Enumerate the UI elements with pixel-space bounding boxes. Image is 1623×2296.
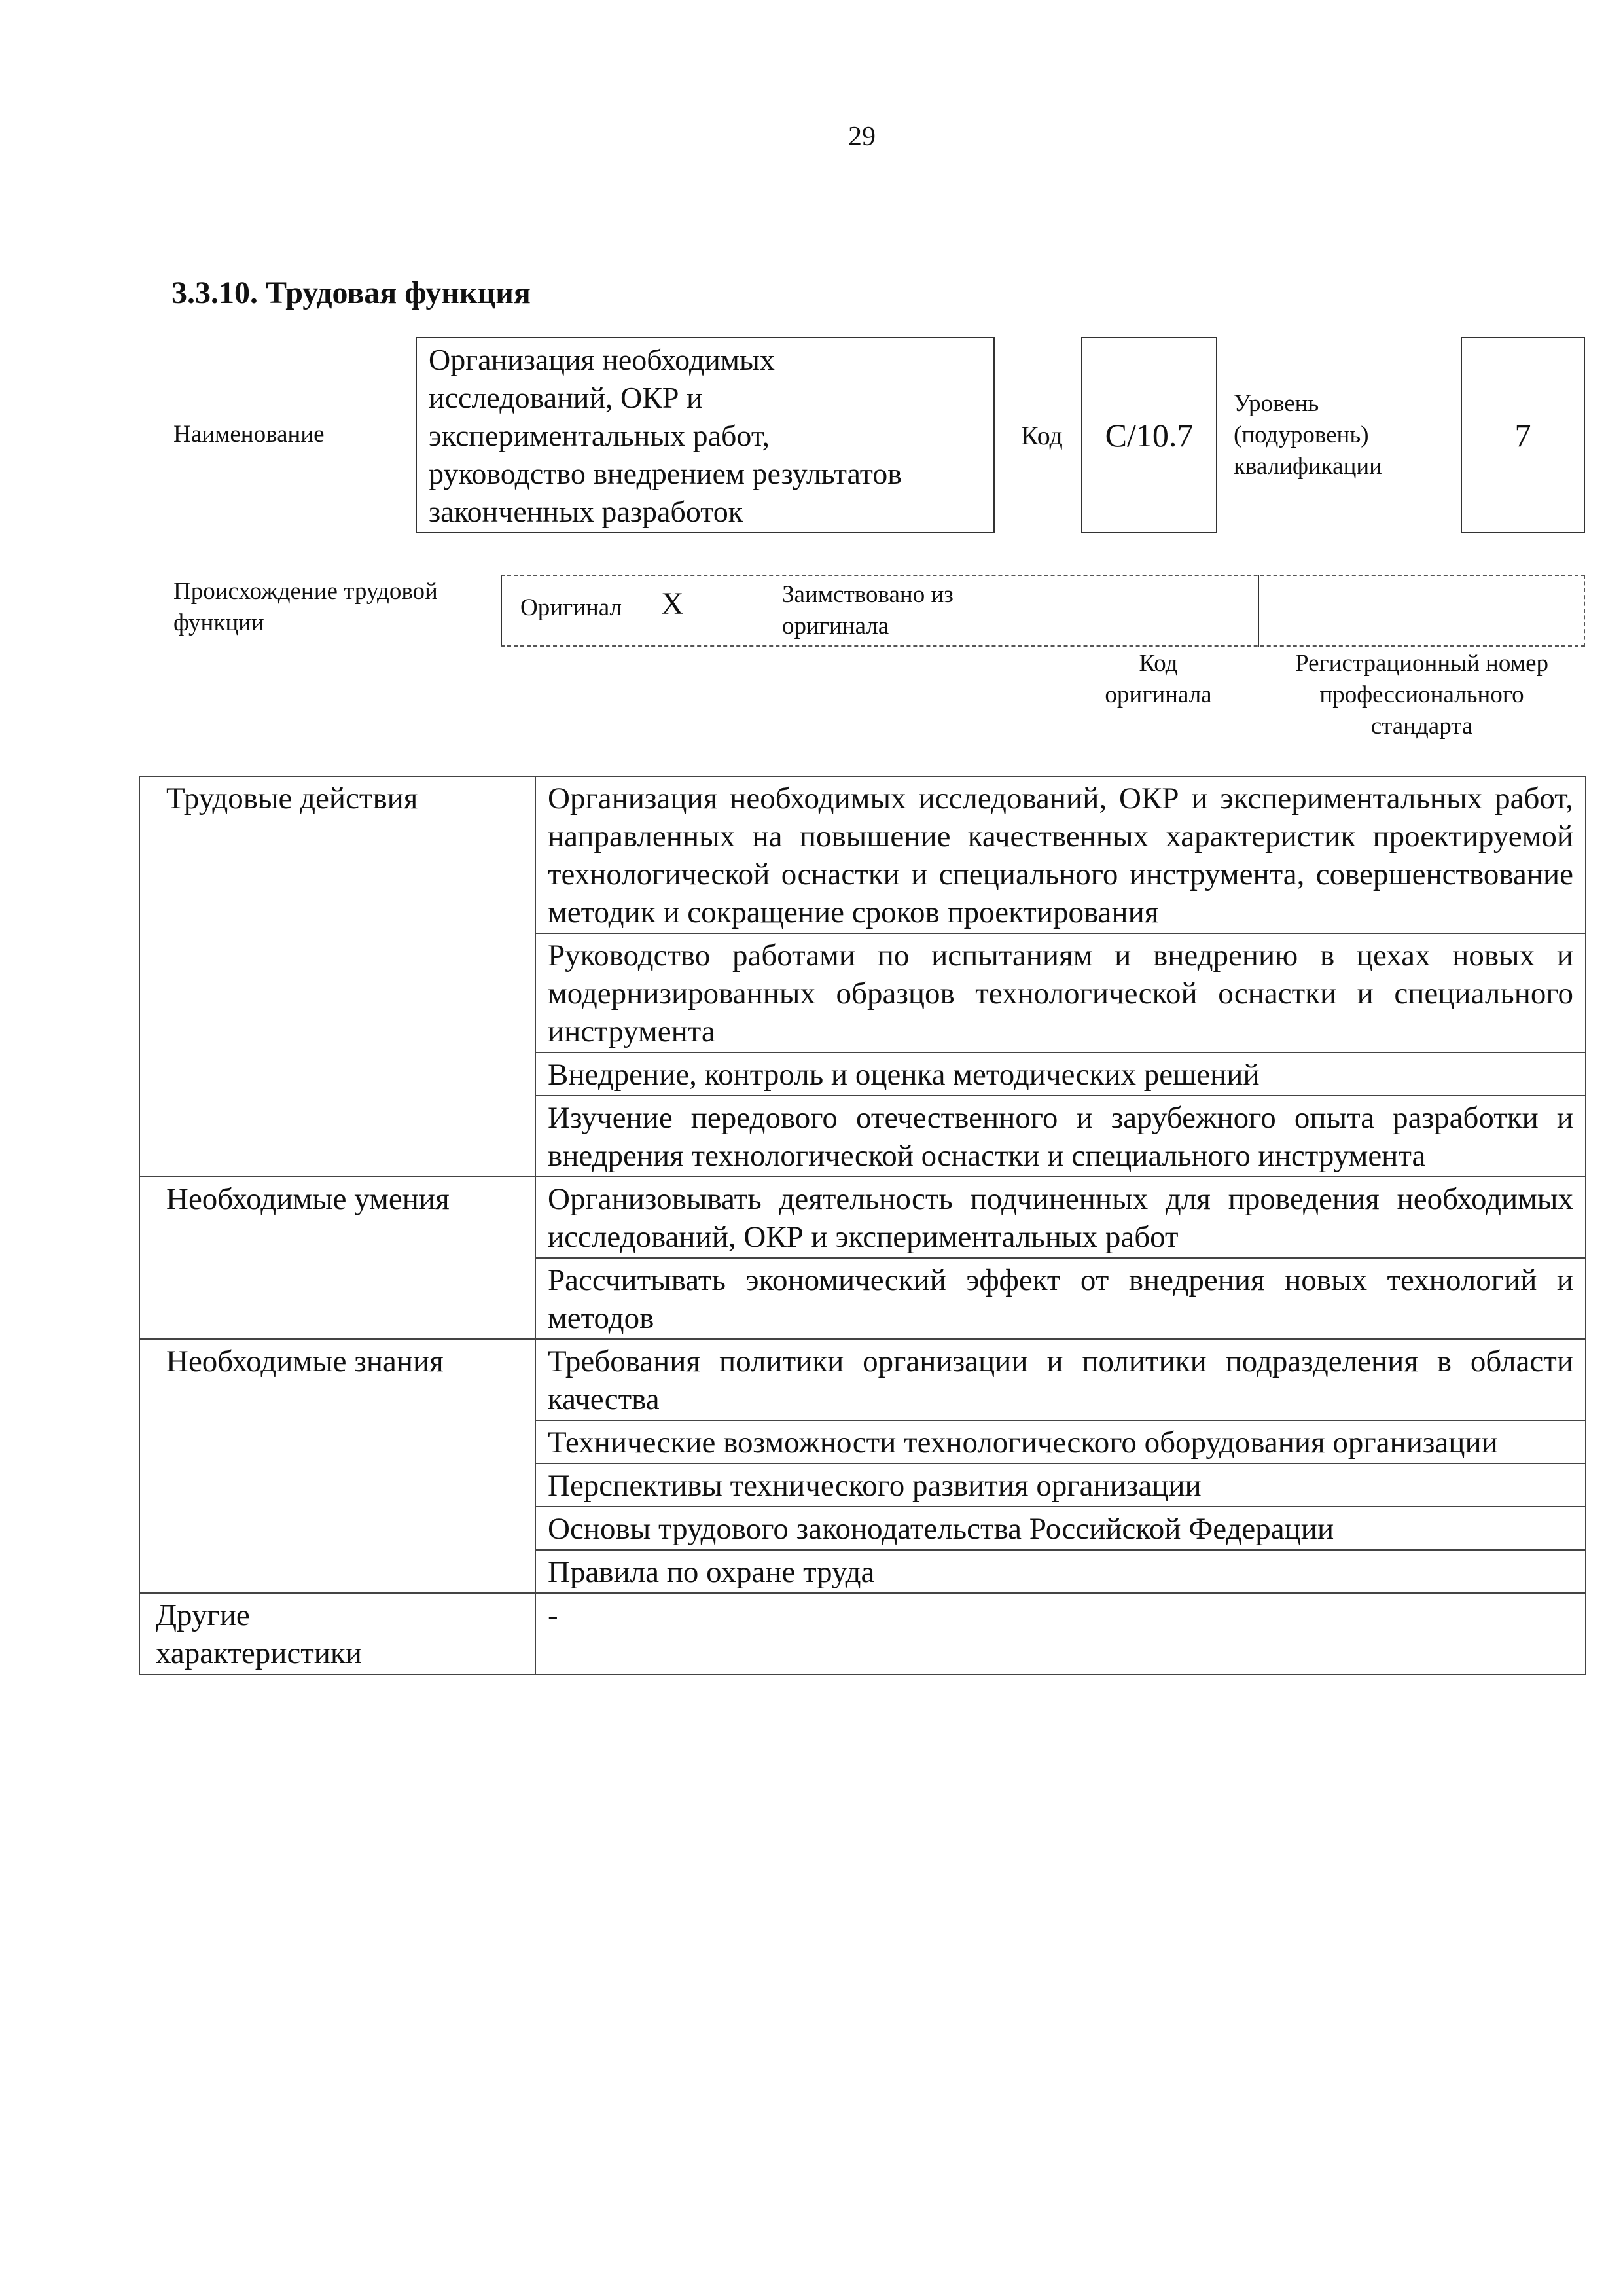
- knowledge-item: Требования политики организации и политики подразделения в области качества: [535, 1339, 1586, 1420]
- registration-number-caption: [1266, 648, 1577, 742]
- borrowed-label-line: оригинала: [782, 613, 889, 640]
- level-label-line: квалификации: [1234, 453, 1382, 480]
- labor-function-table: [139, 776, 1586, 1675]
- knowledge-item: Технические возможности технологического оборудования организации: [535, 1420, 1586, 1463]
- original-mark: X: [661, 586, 684, 621]
- origin-label: [173, 576, 438, 639]
- borrowed-label: [782, 579, 954, 642]
- labor-action-item: Изучение передового отечественного и зарубежного опыта разработки и внедрения технологической оснастки и специального инструмента: [535, 1096, 1586, 1177]
- function-name-line: руководство внедрением результатов: [429, 457, 902, 490]
- table-row: [139, 1177, 1586, 1258]
- knowledge-item: Перспективы технического развития организации: [535, 1463, 1586, 1507]
- level-label-line: Уровень: [1234, 390, 1319, 417]
- borrowed-label-line: Заимствовано из: [782, 581, 954, 608]
- level-label-line: (подуровень): [1234, 422, 1369, 449]
- code-original-caption: [1086, 648, 1230, 711]
- reg-number-line: Регистрационный номер: [1294, 650, 1548, 677]
- labor-action-item: Внедрение, контроль и оценка методических решений: [535, 1052, 1586, 1096]
- reg-number-line: стандарта: [1370, 713, 1473, 740]
- skill-item: Организовывать деятельность подчиненных для проведения необходимых исследований, ОКР и экспериментальных работ: [535, 1177, 1586, 1258]
- original-label: Оригинал: [520, 594, 622, 621]
- code-label: Код: [1021, 421, 1063, 450]
- origin-label-line: функции: [173, 609, 264, 637]
- other-label-line: Другие: [156, 1598, 250, 1632]
- other-characteristics-header: [139, 1593, 535, 1674]
- page-number: 29: [848, 122, 876, 152]
- section-title: 3.3.10. Трудовая функция: [171, 276, 531, 310]
- table-row: [139, 776, 1586, 933]
- other-label-line: характеристики: [156, 1636, 362, 1670]
- qualification-level-box: [1461, 337, 1585, 533]
- function-name-box: [416, 337, 995, 533]
- code-value-box: [1081, 337, 1217, 533]
- knowledge-item: Правила по охране труда: [535, 1550, 1586, 1593]
- code-value: C/10.7: [1105, 417, 1194, 454]
- other-characteristics-value: -: [535, 1593, 1586, 1674]
- table-row: [139, 1339, 1586, 1420]
- labor-action-item: Организация необходимых исследований, ОКР и экспериментальных работ, направленных на повышение качественных характеристик проектируемой технологической оснастки и специального инструмента, совершенствование методик и сокращение сроков проектирования: [535, 776, 1586, 933]
- labor-action-item: Руководство работами по испытаниям и внедрению в цехах новых и модернизированных образцов технологической оснастки и специального инструмента: [535, 933, 1586, 1052]
- skills-header: Необходимые умения: [139, 1177, 535, 1339]
- table-row: [139, 1593, 1586, 1674]
- function-name-line: законченных разработок: [429, 495, 743, 528]
- function-name-line: Организация необходимых: [429, 343, 775, 376]
- labor-actions-header: Трудовые действия: [139, 776, 535, 1177]
- qualification-level-label: [1234, 388, 1382, 482]
- skill-item: Рассчитывать экономический эффект от внедрения новых технологий и методов: [535, 1258, 1586, 1339]
- code-original-line: оригинала: [1105, 681, 1212, 709]
- knowledge-item: Основы трудового законодательства Российской Федерации: [535, 1507, 1586, 1550]
- knowledge-header: Необходимые знания: [139, 1339, 535, 1593]
- code-original-line: Код: [1139, 650, 1178, 677]
- reg-number-line: профессионального: [1319, 681, 1524, 709]
- origin-label-line: Происхождение трудовой: [173, 578, 438, 605]
- qualification-level-value: 7: [1514, 417, 1531, 454]
- function-name-line: экспериментальных работ,: [429, 419, 770, 452]
- name-label: Наименование: [173, 421, 325, 448]
- origin-divider: [1258, 575, 1259, 647]
- function-name-line: исследований, ОКР и: [429, 381, 703, 414]
